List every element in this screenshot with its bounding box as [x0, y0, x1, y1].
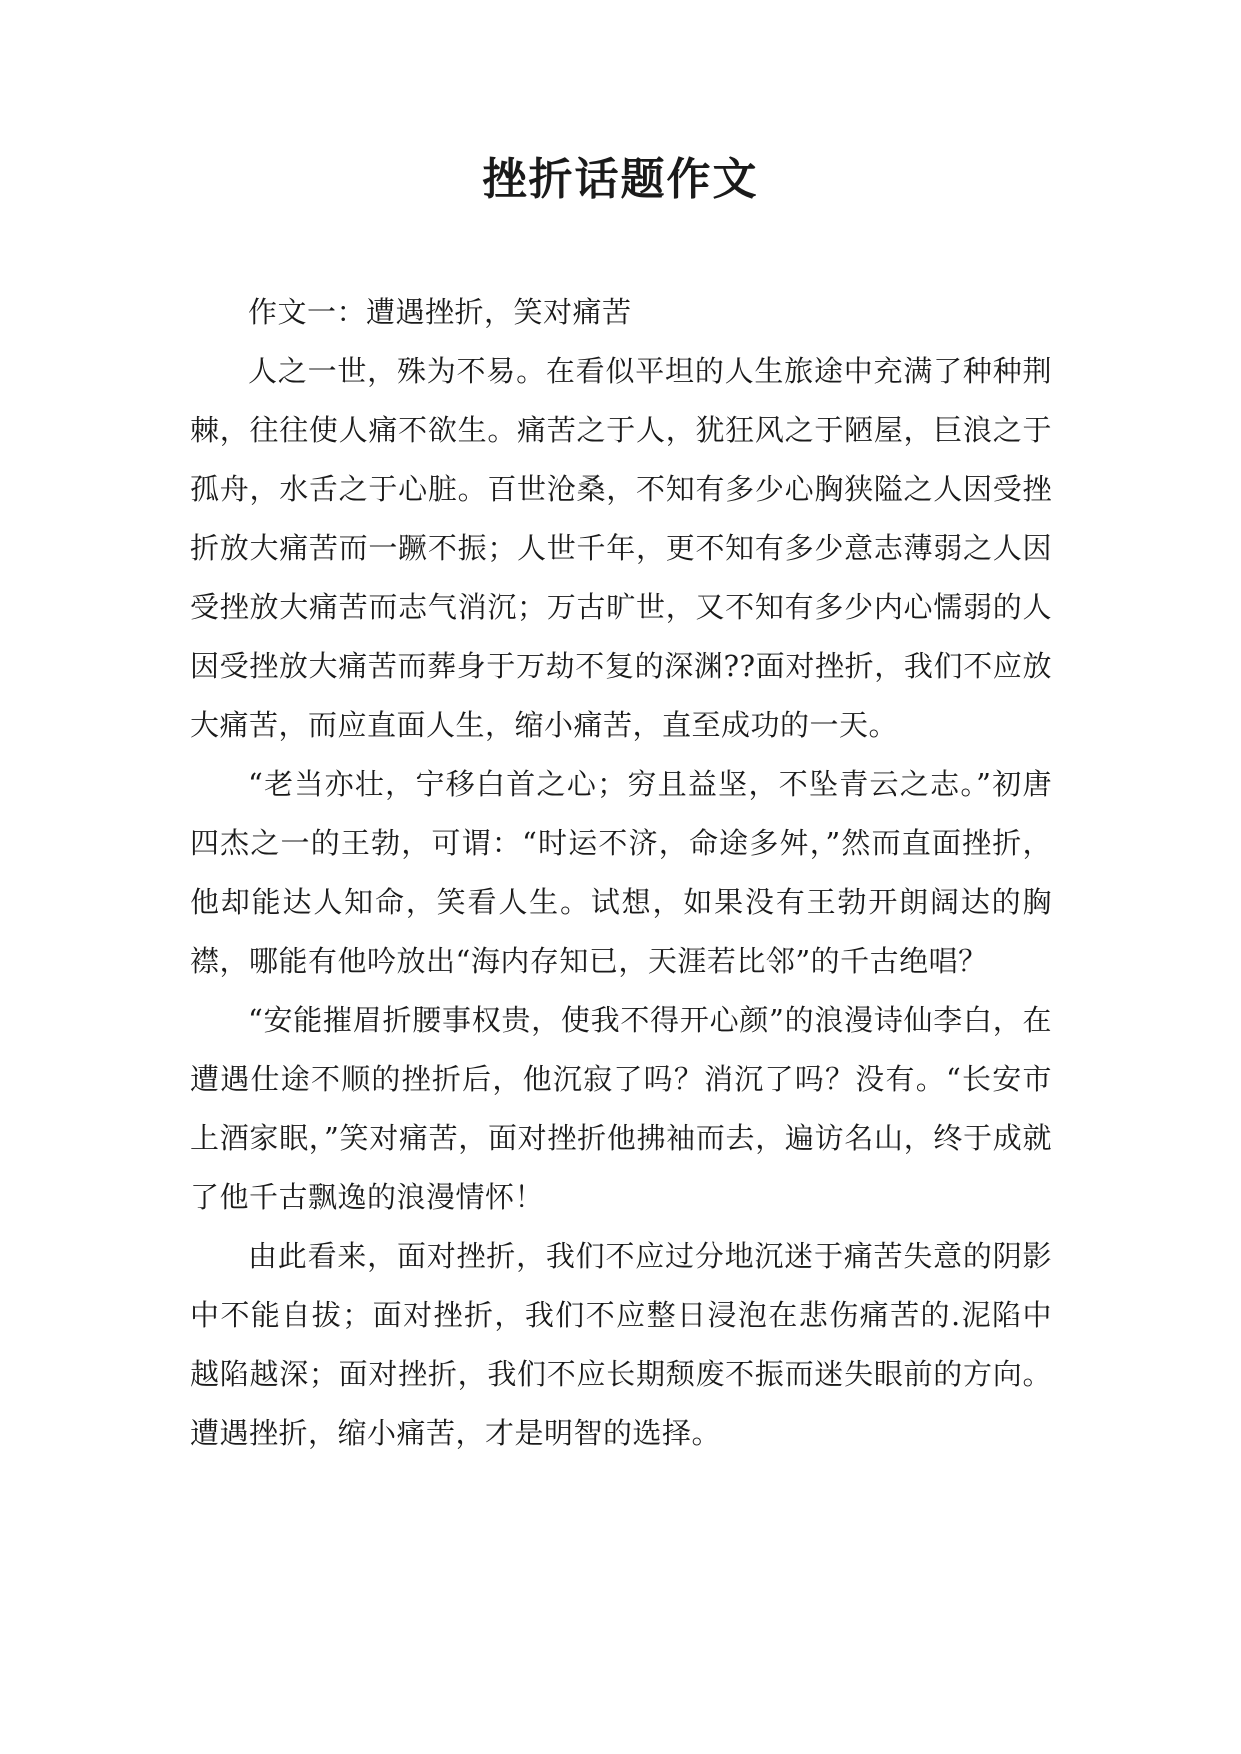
paragraph: 人之一世，殊为不易。在看似平坦的人生旅途中充满了种种荆棘，往往使人痛不欲生。痛苦之于人，犹狂风之于陋屋，巨浪之于孤舟，水舌之于心脏。百世沧桑，不知有多少心胸狭隘之人因受挫折放大痛苦而一蹶不振；人世千年，更不知有多少意志薄弱之人因受挫放大痛苦而志气消沉；万古旷世，又不知有多少内心懦弱的人因受挫放大痛苦而葬身于万劫不复的深渊??面对挫折，我们不应放大痛苦，而应直面人生，缩小痛苦，直至成功的一天。 — [190, 354, 1052, 742]
document-title: 挫折话题作文 — [482, 154, 759, 205]
document-body — [190, 283, 1052, 1463]
paragraph: “老当亦壮，宁移白首之心；穷且益坚，不坠青云之志。”初唐四杰之一的王勃，可谓：“时运不济，命途多舛，”然而直面挫折，他却能达人知命，笑看人生。试想，如果没有王勃开朗阔达的胸襟，哪能有他吟放出“海内存知已，天涯若比邻”的千古绝唱？ — [190, 767, 1052, 978]
essay-heading: 作文一：遭遇挫折，笑对痛苦 — [248, 295, 632, 329]
paragraph: 由此看来，面对挫折，我们不应过分地沉迷于痛苦失意的阴影中不能自拔；面对挫折，我们不应整日浸泡在悲伤痛苦的.泥陷中越陷越深；面对挫折，我们不应长期颓废不振而迷失眼前的方向。遭遇挫折，缩小痛苦，才是明智的选择。 — [190, 1239, 1052, 1450]
paragraph: “安能摧眉折腰事权贵，使我不得开心颜”的浪漫诗仙李白，在遭遇仕途不顺的挫折后，他沉寂了吗？消沉了吗？没有。“长安市上酒家眠，”笑对痛苦，面对挫折他拂袖而去，遍访名山，终于成就了他千古飘逸的浪漫情怀！ — [190, 1003, 1052, 1214]
